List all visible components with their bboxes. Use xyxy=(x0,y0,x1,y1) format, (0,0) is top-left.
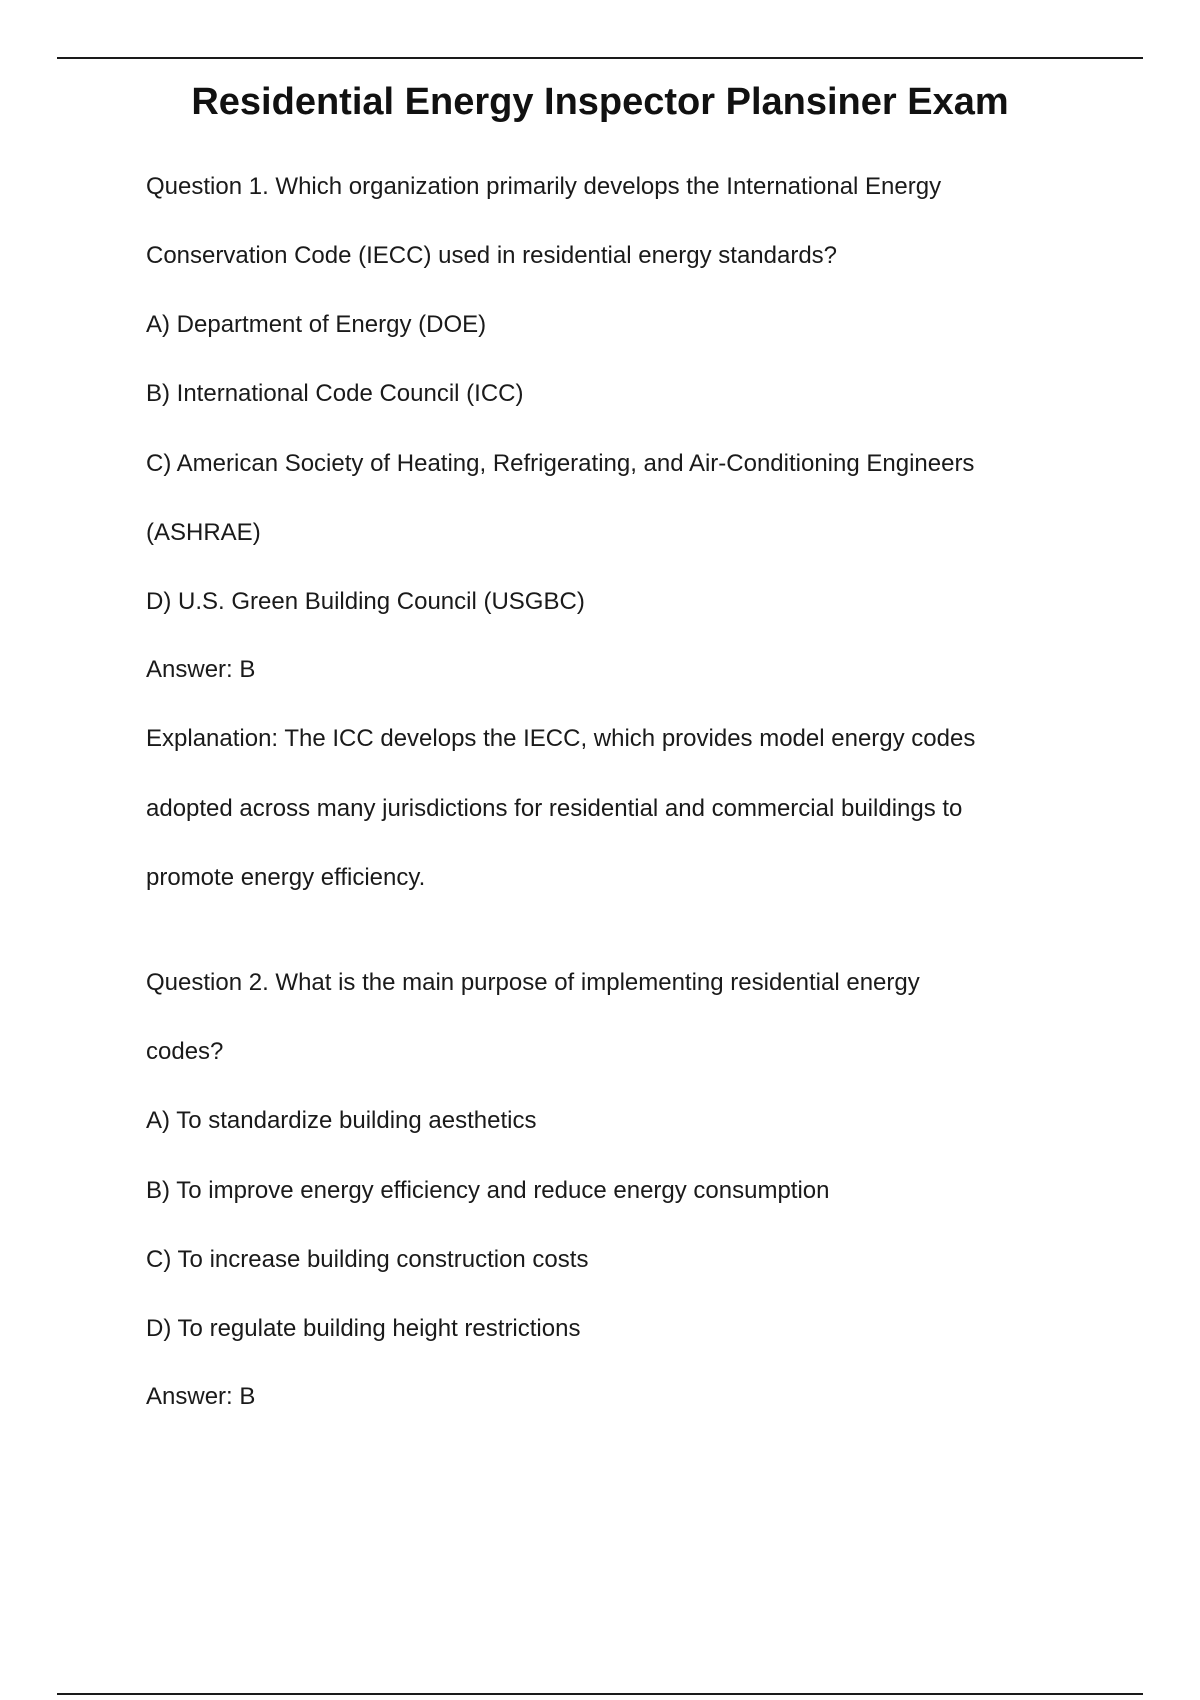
page-title: Residential Energy Inspector Plansiner Exam xyxy=(191,81,1009,123)
question-2-option-d: D) To regulate building height restrictions xyxy=(146,1315,581,1342)
question-1-option-b: B) International Code Council (ICC) xyxy=(146,380,524,407)
question-2-text-line-1: Question 2. What is the main purpose of implementing residential energy xyxy=(146,969,920,996)
question-2-option-c: C) To increase building construction costs xyxy=(146,1246,589,1273)
question-1-explanation-line-3: promote energy efficiency. xyxy=(146,864,426,891)
question-1-explanation-line-1: Explanation: The ICC develops the IECC, which provides model energy codes xyxy=(146,725,976,752)
question-2-text-line-2: codes? xyxy=(146,1038,224,1065)
question-2-answer: Answer: B xyxy=(146,1383,256,1410)
question-1-explanation-line-2: adopted across many jurisdictions for residential and commercial buildings to xyxy=(146,795,963,822)
question-1-answer: Answer: B xyxy=(146,656,256,683)
question-1-option-a: A) Department of Energy (DOE) xyxy=(146,311,487,338)
question-2-option-b: B) To improve energy efficiency and reduce energy consumption xyxy=(146,1177,830,1204)
question-1-text-line-2: Conservation Code (IECC) used in residential energy standards? xyxy=(146,242,838,269)
question-1-option-d: D) U.S. Green Building Council (USGBC) xyxy=(146,588,585,615)
question-1-text-line-1: Question 1. Which organization primarily develops the International Energy xyxy=(146,173,942,200)
question-1-option-c-line-1: C) American Society of Heating, Refrigerating, and Air-Conditioning Engineers xyxy=(146,450,975,477)
bottom-rule xyxy=(57,1693,1143,1695)
question-1-option-c-line-2: (ASHRAE) xyxy=(146,519,261,546)
top-rule xyxy=(57,57,1143,59)
question-2-option-a: A) To standardize building aesthetics xyxy=(146,1107,537,1134)
